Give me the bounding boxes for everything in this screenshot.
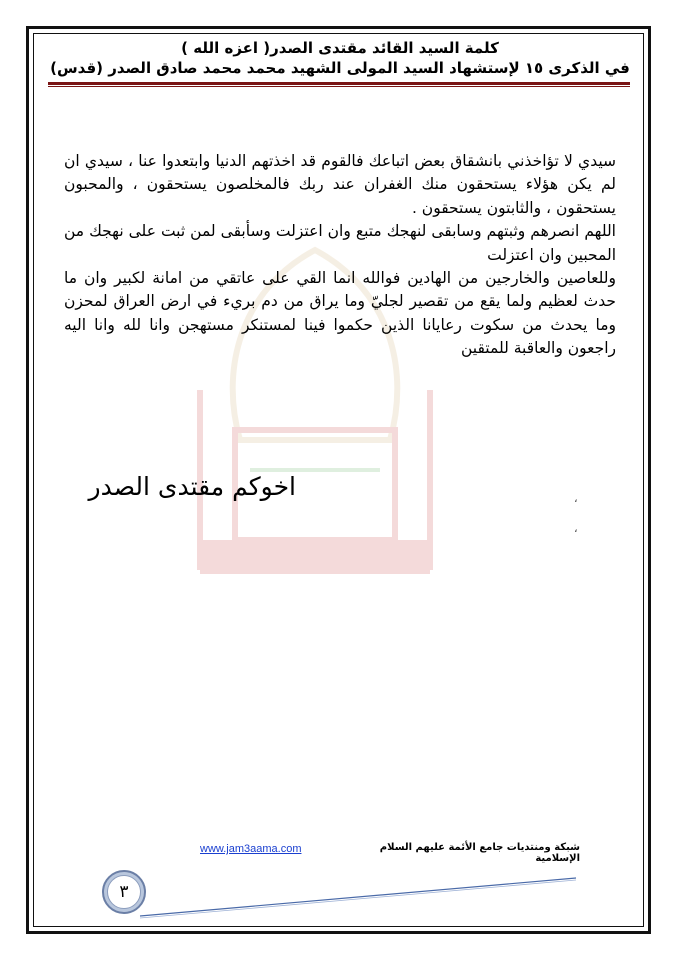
page-number-badge bbox=[102, 870, 146, 914]
footer-website-link[interactable]: www.jam3aama.com bbox=[200, 843, 302, 855]
document-header bbox=[40, 38, 640, 78]
page-number: ٣ bbox=[107, 875, 141, 909]
footer-organization: شبكة ومنتديات جامع الأئمة عليهم السلام الإسلامية bbox=[379, 842, 580, 864]
header-divider bbox=[48, 82, 630, 85]
stray-mark: ، bbox=[574, 492, 578, 505]
header-subtitle: في الذكرى ١٥ لإستشهاد السيد المولى الشهيد محمد محمد صادق الصدر (قدس) bbox=[50, 59, 630, 77]
footer-divider bbox=[100, 870, 580, 920]
header-title: كلمة السيد القائد مقتدى الصدر( اعزه الله ) bbox=[181, 39, 499, 57]
stray-mark: ، bbox=[574, 522, 578, 535]
body-paragraph: وللعاصين والخارجين من الهادين فوالله انما القي على عاتقي من امانة لكبير وان ما حدث لعظيم ولما يقع من تقصير لجليّ وما يراق من دم بريء في ارض العراق لمحزن وما يحدث من سكوت رعايانا الذين حكموا فينا لمستنكر مستهجن وانا لله وانا اليه راجعون والعاقبة للمتقين bbox=[64, 269, 616, 358]
signature: اخوكم مقتدى الصدر bbox=[88, 472, 296, 501]
body-paragraph: اللهم انصرهم وثبتهم وسابقى لنهجك متبع وان اعتزلت وسأبقى لمن ثبت على نهجك من المحبين وان اعتزلت bbox=[64, 222, 616, 264]
body-paragraph: سيدي لا تؤاخذني بانشقاق بعض اتباعك فالقوم قد اخذتهم الدنيا وابتعدوا عنا ، سيدي ان لم يكن هؤلاء يستحقون منك الغفران عند ربك فالمخلصون يستحقون ، والمحبون يستحقون ، والثابتون يستحقون . bbox=[64, 152, 616, 217]
header-divider-thin bbox=[48, 86, 630, 87]
letter-body bbox=[64, 150, 616, 361]
